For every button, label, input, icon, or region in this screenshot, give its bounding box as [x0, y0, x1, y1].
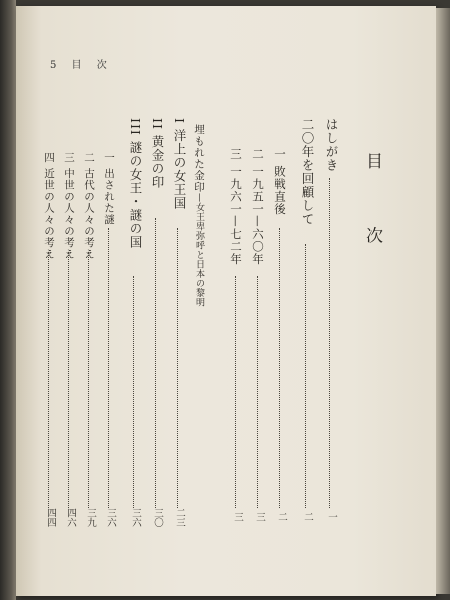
page-edge-shadow: [436, 8, 450, 594]
dot-leader: [177, 228, 178, 508]
dot-leader: [257, 276, 258, 508]
part-title: 埋もれた金印: [193, 124, 205, 193]
toc-title: 目 次: [362, 152, 382, 270]
dot-leader: [48, 252, 49, 508]
toc-page-number: 三六: [105, 508, 116, 527]
toc-section-ancient: 二 古代の人々の考え: [83, 152, 95, 260]
toc-entry-1951-60: 二 一九五一—六〇年: [251, 148, 265, 266]
facing-page-edge: [0, 0, 16, 600]
dot-leader: [329, 178, 330, 508]
toc-part-heading: [192, 124, 207, 307]
toc-chapter-1: I 洋上の女王国: [172, 118, 187, 210]
dot-leader: [133, 276, 134, 508]
toc-chapter-2: II 黄金の印: [150, 118, 165, 189]
part-subtitle: —女王卑弥呼と日本の黎明: [194, 193, 204, 307]
toc-entry-1961-72: 三 一九六一—七二年: [229, 148, 243, 266]
toc-page-number: 二三: [174, 508, 185, 527]
toc-page-number: 四四: [45, 508, 56, 527]
toc-section-medieval: 三 中世の人々の考え: [63, 152, 75, 260]
toc-page-number: 一: [326, 512, 337, 522]
toc-page-number: 三六: [130, 508, 141, 527]
dot-leader: [108, 228, 109, 508]
toc-section-riddle: 一 出された謎: [103, 152, 115, 226]
toc-page-number: 二: [276, 512, 287, 522]
dot-leader: [235, 276, 236, 508]
toc-page-number: 三九: [85, 508, 96, 527]
dot-leader: [305, 244, 306, 508]
toc-page-number: 三: [254, 512, 265, 522]
toc-page: [16, 6, 436, 596]
toc-page-number: 二: [302, 512, 313, 522]
dot-leader: [155, 218, 156, 508]
running-head: 5 目 次: [50, 60, 113, 71]
toc-entry-preface: はしがき: [324, 118, 339, 172]
toc-chapter-3: III 謎の女王・謎の国: [128, 118, 143, 249]
toc-page-number: 三: [232, 512, 243, 522]
toc-page-number: 四六: [65, 508, 76, 527]
dot-leader: [279, 228, 280, 508]
toc-entry-postwar: 一 敗戦直後: [273, 148, 287, 216]
toc-page-number: 三〇: [152, 508, 163, 527]
dot-leader: [88, 252, 89, 508]
toc-entry-retrospect: 二〇年を回顧して: [300, 118, 315, 226]
dot-leader: [68, 252, 69, 508]
toc-section-early-modern: 四 近世の人々の考え: [43, 152, 55, 260]
